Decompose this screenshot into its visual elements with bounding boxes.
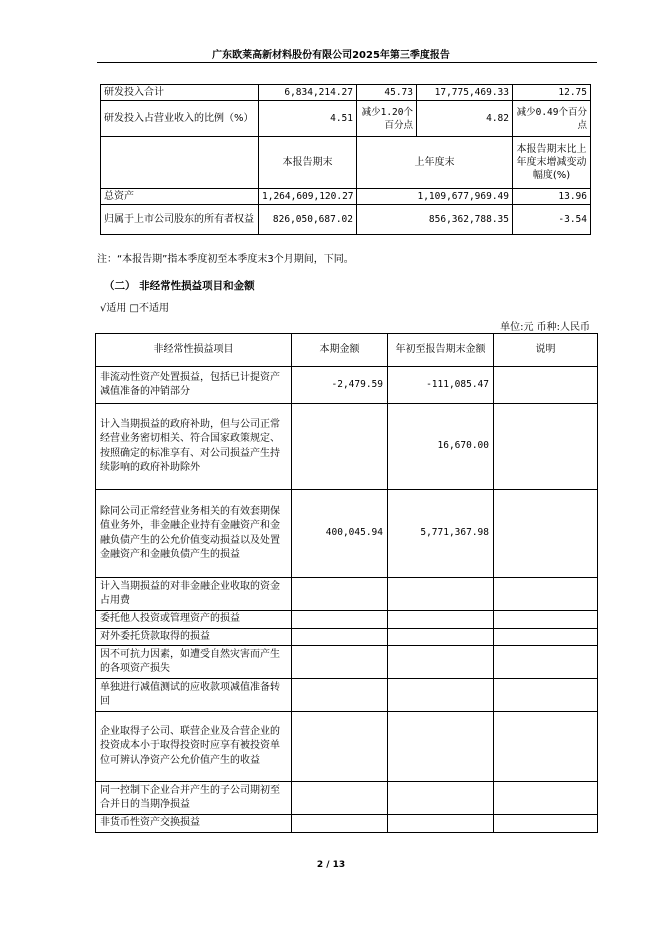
cell-value: 1,264,609,120.27 bbox=[259, 189, 357, 205]
current-amount bbox=[292, 646, 388, 679]
item-label: 因不可抗力因素，如遭受自然灾害而产生的各项资产损失 bbox=[96, 646, 292, 679]
table-row bbox=[96, 646, 598, 679]
row-label: 研发投入占营业收入的比例（%） bbox=[101, 101, 259, 137]
current-amount bbox=[292, 712, 388, 782]
row-label: 研发投入合计 bbox=[101, 85, 259, 101]
note-cell bbox=[494, 611, 598, 629]
cell-value: 减少1.20个百分点 bbox=[357, 101, 417, 137]
item-label: 单独进行减值测试的应收款项减值准备转回 bbox=[96, 679, 292, 712]
note-cell bbox=[494, 815, 598, 833]
cell-value: 45.73 bbox=[357, 85, 417, 101]
applicability-checkbox: √适用 □不适用 bbox=[100, 303, 169, 314]
table-row bbox=[96, 782, 598, 815]
current-amount bbox=[292, 404, 388, 490]
empty-cell bbox=[101, 137, 259, 189]
item-label: 对外委托贷款取得的损益 bbox=[96, 628, 292, 646]
cell-value: 1,109,677,969.49 bbox=[357, 189, 513, 205]
report-header-title: 广东欧莱高新材料股份有限公司2025年第三季度报告 bbox=[212, 50, 450, 61]
ytd-amount: -111,085.47 bbox=[388, 367, 494, 404]
ytd-amount: 16,670.00 bbox=[388, 404, 494, 490]
current-amount: -2,479.59 bbox=[292, 367, 388, 404]
current-amount bbox=[292, 815, 388, 833]
table-row bbox=[101, 85, 591, 101]
note-cell bbox=[494, 646, 598, 679]
column-header: 本期金额 bbox=[292, 334, 388, 367]
cell-value: 17,775,469.33 bbox=[417, 85, 513, 101]
table-row bbox=[96, 367, 598, 404]
non-recurring-items-table bbox=[95, 333, 598, 833]
item-label: 同一控制下企业合并产生的子公司期初至合并日的当期净损益 bbox=[96, 782, 292, 815]
table-row bbox=[96, 815, 598, 833]
row-label: 归属于上市公司股东的所有者权益 bbox=[101, 205, 259, 235]
ytd-amount bbox=[388, 782, 494, 815]
item-label: 委托他人投资或管理资产的损益 bbox=[96, 611, 292, 629]
item-label: 企业取得子公司、联营企业及合营企业的投资成本小于取得投资时应享有被投资单位可辨认净资产公允价值产生的收益 bbox=[96, 712, 292, 782]
ytd-amount bbox=[388, 815, 494, 833]
note-cell bbox=[494, 404, 598, 490]
cell-value: -3.54 bbox=[513, 205, 591, 235]
note-cell bbox=[494, 782, 598, 815]
ytd-amount: 5,771,367.98 bbox=[388, 490, 494, 578]
column-header: 本报告期末 bbox=[259, 137, 357, 189]
table-row bbox=[101, 101, 591, 137]
table-row bbox=[96, 712, 598, 782]
table-row bbox=[101, 189, 591, 205]
cell-value: 856,362,788.35 bbox=[357, 205, 513, 235]
current-amount bbox=[292, 679, 388, 712]
note-cell bbox=[494, 578, 598, 611]
item-label: 非流动性资产处置损益，包括已计提资产减值准备的冲销部分 bbox=[96, 367, 292, 404]
column-header: 年初至报告期末金额 bbox=[388, 334, 494, 367]
note-cell bbox=[494, 490, 598, 578]
unit-currency-line: 单位:元 币种:人民币 bbox=[500, 322, 590, 333]
column-header: 上年度末 bbox=[357, 137, 513, 189]
column-header: 说明 bbox=[494, 334, 598, 367]
ytd-amount bbox=[388, 628, 494, 646]
ytd-amount bbox=[388, 578, 494, 611]
current-amount bbox=[292, 611, 388, 629]
row-label: 总资产 bbox=[101, 189, 259, 205]
footnote: 注：“本报告期”指本季度初至本季度末3个月期间，下同。 bbox=[97, 254, 354, 265]
cell-value: 4.82 bbox=[417, 101, 513, 137]
table-row bbox=[96, 490, 598, 578]
column-header: 非经常性损益项目 bbox=[96, 334, 292, 367]
item-label: 计入当期损益的对非金融企业收取的资金占用费 bbox=[96, 578, 292, 611]
item-label: 计入当期损益的政府补助，但与公司正常经营业务密切相关、符合国家政策规定、按照确定的标准享有、对公司损益产生持续影响的政府补助除外 bbox=[96, 404, 292, 490]
table-row bbox=[96, 628, 598, 646]
table-row bbox=[96, 404, 598, 490]
cell-value: 826,050,687.02 bbox=[259, 205, 357, 235]
page-number: 2 / 13 bbox=[316, 860, 346, 870]
cell-value: 减少0.49个百分点 bbox=[513, 101, 591, 137]
cell-value: 12.75 bbox=[513, 85, 591, 101]
cell-value: 4.51 bbox=[259, 101, 357, 137]
table-row bbox=[96, 611, 598, 629]
table-header-row bbox=[101, 137, 591, 189]
current-amount bbox=[292, 628, 388, 646]
note-cell bbox=[494, 712, 598, 782]
column-header: 本报告期末比上年度末增减变动幅度(%) bbox=[513, 137, 591, 189]
note-cell bbox=[494, 367, 598, 404]
item-label: 非货币性资产交换损益 bbox=[96, 815, 292, 833]
rd-and-assets-table bbox=[100, 84, 591, 235]
cell-value: 6,834,214.27 bbox=[259, 85, 357, 101]
ytd-amount bbox=[388, 712, 494, 782]
table-row bbox=[96, 679, 598, 712]
cell-value: 13.96 bbox=[513, 189, 591, 205]
current-amount bbox=[292, 782, 388, 815]
current-amount bbox=[292, 578, 388, 611]
ytd-amount bbox=[388, 646, 494, 679]
ytd-amount bbox=[388, 611, 494, 629]
table-header-row bbox=[96, 334, 598, 367]
note-cell bbox=[494, 679, 598, 712]
section-title: （二） 非经常性损益项目和金额 bbox=[104, 280, 255, 292]
ytd-amount bbox=[388, 679, 494, 712]
current-amount: 400,045.94 bbox=[292, 490, 388, 578]
header-rule bbox=[97, 62, 597, 63]
table-row bbox=[101, 205, 591, 235]
table-row bbox=[96, 578, 598, 611]
note-cell bbox=[494, 628, 598, 646]
item-label: 除同公司正常经营业务相关的有效套期保值业务外，非金融企业持有金融资产和金融负债产生的公允价值变动损益以及处置金融资产和金融负债产生的损益 bbox=[96, 490, 292, 578]
